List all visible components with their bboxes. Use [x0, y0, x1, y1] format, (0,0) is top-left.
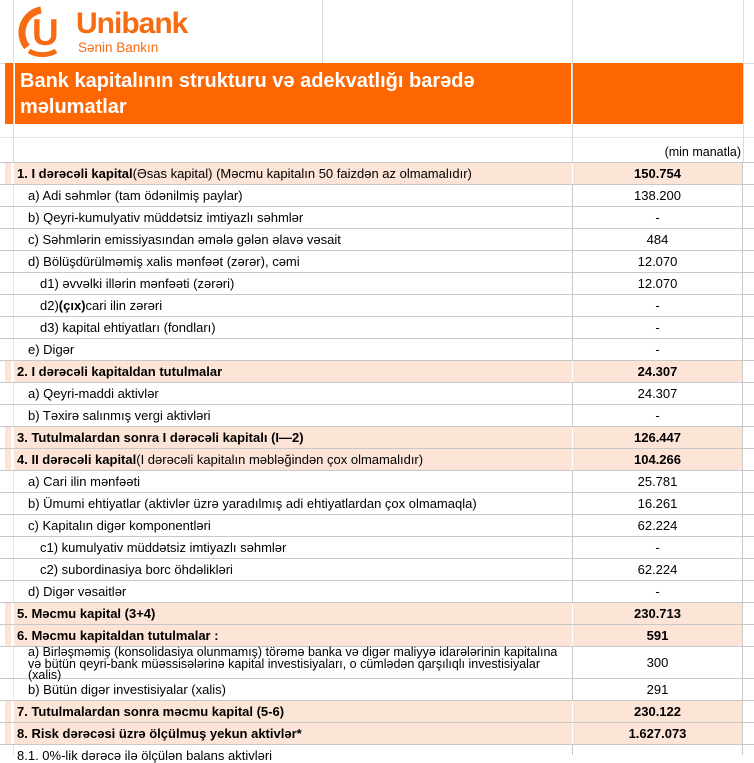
table-row: [0, 679, 754, 701]
row-label: 5. Məcmu kapital (3+4): [14, 603, 572, 624]
row-value: 12.070: [572, 251, 743, 272]
row-label: d1) əvvəlki illərin mənfəəti (zərəri): [40, 276, 235, 291]
row-label: a) Birləşməmiş (konsolidasiya olunmamış) törəmə banka və digər maliyyə idarələrinin kapitalına və bütün qeyri-bank müəssisələrinə kapital investisiyaları, o cümlədən qarşılıqlı investisiyalar (xalis): [28, 645, 558, 682]
row-label: a) Cari ilin mənfəəti: [28, 474, 140, 489]
row-right-margin-cell: [743, 625, 754, 646]
row-value: 62.224: [572, 515, 743, 536]
row-right-margin-cell: [743, 581, 754, 602]
table-row: [0, 645, 754, 682]
row-label: d) Bölüşdürülməmiş xalis mənfəət (zərər), cəmi: [28, 254, 300, 269]
row-label: a) Adi səhmlər (tam ödənilmiş paylar): [28, 188, 243, 203]
row-right-margin-cell: [743, 647, 754, 678]
table-row: [0, 625, 754, 647]
row-value: 150.754: [572, 163, 743, 184]
row-right-margin-cell: [743, 679, 754, 700]
row-right-margin-cell: [743, 295, 754, 316]
row-right-margin-cell: [743, 229, 754, 250]
row-value: -: [572, 207, 743, 228]
row-label: b) Bütün digər investisiyalar (xalis): [28, 682, 226, 697]
row-value: 300: [572, 647, 743, 678]
row-left-margin-cell: [0, 163, 14, 184]
row-right-margin-cell: [743, 361, 754, 382]
page-title: Bank kapitalının strukturu və adekvatlığı barədə məlumatlar: [15, 63, 571, 124]
row-value: 230.122: [572, 701, 743, 722]
row-left-margin-cell: [0, 537, 14, 558]
row-value: [572, 745, 743, 755]
row-right-margin-cell: [743, 559, 754, 580]
row-label: 4. II dərəcəli kapital (I dərəcəli kapitalın məbləğindən çox olmamalıdır): [14, 449, 572, 470]
row-label: d2) (çıx) cari ilin zərəri: [40, 298, 163, 313]
row-right-margin-cell: [743, 449, 754, 470]
table-row: [0, 295, 754, 317]
table-row: [0, 339, 754, 361]
row-value: 104.266: [572, 449, 743, 470]
row-value: 25.781: [572, 471, 743, 492]
table-row: [0, 427, 754, 449]
row-label: d) Digər vəsaitlər: [28, 584, 127, 599]
banner-left-sliver: [5, 63, 13, 124]
row-value: -: [572, 295, 743, 316]
row-label: 8. Risk dərəcəsi üzrə ölçülmuş yekun aktivlər*: [14, 723, 572, 744]
row-label: e) Digər: [28, 342, 75, 357]
table-row: [0, 581, 754, 603]
table-row: [0, 405, 754, 427]
row-right-margin-cell: [743, 163, 754, 184]
row-right-margin-cell: [743, 207, 754, 228]
table-row: [0, 361, 754, 383]
row-left-margin-cell: [0, 625, 14, 646]
table-row: [0, 471, 754, 493]
row-value: 62.224: [572, 559, 743, 580]
table-row: [0, 383, 754, 405]
row-left-margin-cell: [0, 383, 14, 404]
row-value: 24.307: [572, 361, 743, 382]
row-left-margin-cell: [0, 471, 14, 492]
row-left-margin-cell: [0, 515, 14, 536]
table-row: [0, 603, 754, 625]
row-left-margin-cell: [0, 679, 14, 700]
row-label: 8.1. 0%-lik dərəcə ilə ölçülən balans aktivləri: [17, 748, 273, 763]
row-left-margin-cell: [0, 723, 14, 744]
brand-name: Unibank: [76, 7, 188, 40]
unibank-logo-mark-icon: [20, 7, 70, 57]
row-left-margin-cell: [0, 273, 14, 294]
table-row: [0, 163, 754, 185]
row-right-margin-cell: [743, 185, 754, 206]
row-left-margin-cell: [0, 427, 14, 448]
row-value: 16.261: [572, 493, 743, 514]
capital-table: [0, 162, 754, 763]
row-label: 6. Məcmu kapitaldan tutulmalar :: [14, 625, 572, 646]
row-left-margin-cell: [0, 229, 14, 250]
row-right-margin-cell: [743, 493, 754, 514]
row-label: 1. I dərəcəli kapital (Əsas kapital) (Məcmu kapitalın 50 faizdən az olmamalıdır): [14, 163, 572, 184]
row-right-margin-cell: [743, 537, 754, 558]
row-left-margin-cell: [0, 559, 14, 580]
row-left-margin-cell: [0, 207, 14, 228]
gridline: [322, 0, 323, 63]
row-left-margin-cell: [0, 361, 14, 382]
table-row: [0, 537, 754, 559]
table-row: [0, 559, 754, 581]
row-label: b) Ümumi ehtiyatlar (aktivlər üzrə yaradılmış adi ehtiyatlardan çox olmamaqla): [28, 496, 477, 511]
row-right-margin-cell: [743, 383, 754, 404]
row-left-margin-cell: [0, 701, 14, 722]
row-right-margin-cell: [743, 471, 754, 492]
row-right-margin-cell: [743, 427, 754, 448]
table-row: [0, 723, 754, 745]
table-row: [0, 701, 754, 723]
row-left-margin-cell: [0, 745, 14, 755]
unibank-logo: [20, 7, 187, 57]
table-row: [0, 273, 754, 295]
row-label: c) Kapitalın digər komponentləri: [28, 518, 211, 533]
table-row: [0, 251, 754, 273]
svg-text:U: U: [32, 12, 59, 53]
unit-note: (min manatla): [664, 145, 741, 159]
row-value: 484: [572, 229, 743, 250]
row-value: 591: [572, 625, 743, 646]
gridline: [0, 137, 754, 138]
row-right-margin-cell: [743, 603, 754, 624]
table-row: [0, 207, 754, 229]
row-label: c1) kumulyativ müddətsiz imtiyazlı səhmlər: [40, 540, 287, 555]
row-right-margin-cell: [743, 251, 754, 272]
brand-tagline: Sənin Bankın: [78, 40, 159, 55]
banner-right-cell: [573, 63, 743, 124]
row-value: 1.627.073: [572, 723, 743, 744]
table-row: [0, 515, 754, 537]
row-left-margin-cell: [0, 581, 14, 602]
row-value: 126.447: [572, 427, 743, 448]
row-value: -: [572, 339, 743, 360]
row-value: 138.200: [572, 185, 743, 206]
row-left-margin-cell: [0, 405, 14, 426]
row-label: d3) kapital ehtiyatları (fondları): [40, 320, 216, 335]
row-value: 24.307: [572, 383, 743, 404]
row-left-margin-cell: [0, 493, 14, 514]
row-label: 2. I dərəcəli kapitaldan tutulmalar: [14, 361, 572, 382]
capital-table-body: [0, 163, 754, 763]
title-banner: [5, 63, 743, 124]
row-value: -: [572, 537, 743, 558]
row-left-margin-cell: [0, 295, 14, 316]
row-left-margin-cell: [0, 185, 14, 206]
row-right-margin-cell: [743, 405, 754, 426]
row-value: -: [572, 581, 743, 602]
table-row: [0, 185, 754, 207]
row-left-margin-cell: [0, 449, 14, 470]
table-row: [0, 745, 754, 763]
row-right-margin-cell: [743, 723, 754, 744]
row-right-margin-cell: [743, 515, 754, 536]
row-label: c) Səhmlərin emissiyasından əmələ gələn əlavə vəsait: [28, 232, 341, 247]
row-left-margin-cell: [0, 339, 14, 360]
row-left-margin-cell: [0, 603, 14, 624]
row-label: 3. Tutulmalardan sonra I dərəcəli kapitalı (I—2): [14, 427, 572, 448]
row-left-margin-cell: [0, 317, 14, 338]
table-row: [0, 229, 754, 251]
row-value: 230.713: [572, 603, 743, 624]
row-value: 12.070: [572, 273, 743, 294]
table-row: [0, 449, 754, 471]
row-label: 7. Tutulmalardan sonra məcmu kapital (5-6): [14, 701, 572, 722]
row-label: a) Qeyri-maddi aktivlər: [28, 386, 159, 401]
row-label: c2) subordinasiya borc öhdəlikləri: [40, 562, 233, 577]
row-right-margin-cell: [743, 317, 754, 338]
row-right-margin-cell: [743, 273, 754, 294]
row-left-margin-cell: [0, 647, 14, 678]
row-right-margin-cell: [743, 701, 754, 722]
row-left-margin-cell: [0, 251, 14, 272]
row-value: -: [572, 317, 743, 338]
row-right-margin-cell: [743, 339, 754, 360]
table-row: [0, 493, 754, 515]
row-label: b) Qeyri-kumulyativ müddətsiz imtiyazlı səhmlər: [28, 210, 304, 225]
row-label: b) Təxirə salınmış vergi aktivləri: [28, 408, 211, 423]
table-row: [0, 317, 754, 339]
row-value: -: [572, 405, 743, 426]
row-right-margin-cell: [743, 745, 754, 755]
row-value: 291: [572, 679, 743, 700]
